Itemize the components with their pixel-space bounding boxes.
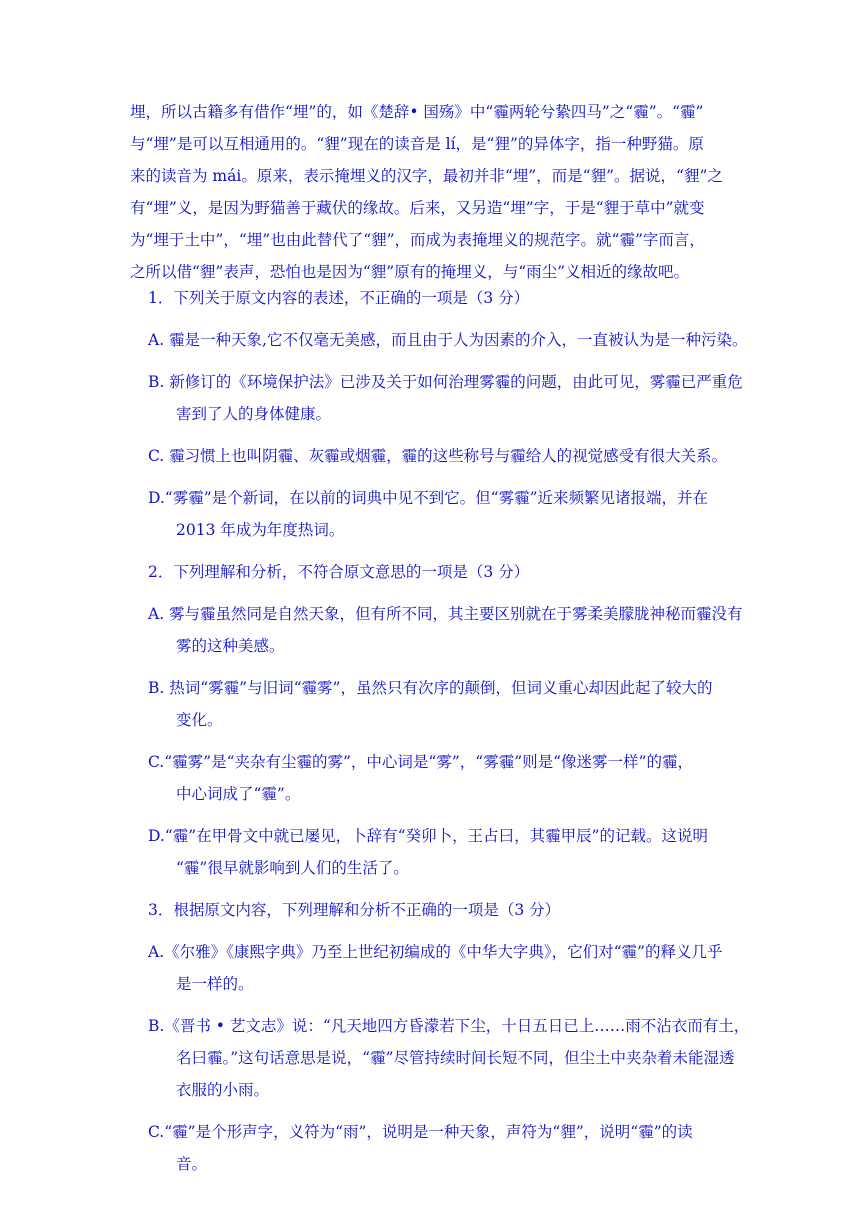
option-text: D.“雾霾”是个新词，在以前的词典中见不到它。但“雾霾”近来频繁见诸报端，并在 <box>148 489 709 507</box>
passage-line: 与“埋”是可以互相通用的。“貍”现在的读音是 lí，是“狸”的异体字，指一种野猫。原 <box>130 135 704 153</box>
passage-line: 来的读音为 mái。原来，表示掩埋义的汉字，最初并非“埋”，而是“貍”。据说，“貍”之 <box>130 167 723 185</box>
option-text: C.“霾”是个形声字，义符为“雨”，说明是一种天象，声符为“貍”，说明“霾”的读 <box>148 1123 693 1141</box>
option-text: B. 热词“雾霾”与旧词“霾雾”，虽然只有次序的颠倒，但词义重心却因此起了较大的 <box>148 679 713 697</box>
option-d <box>148 482 748 546</box>
option-text-continued: 雾的这种美感。 <box>176 637 285 655</box>
option-d <box>148 820 748 884</box>
option-c <box>148 440 748 472</box>
question-3 <box>148 894 748 1180</box>
option-text-continued: 名曰霾。”这句话意思是说，“霾”尽管持续时间长短不同，但尘土中夹杂着未能湿透 <box>176 1049 735 1067</box>
option-text: A.《尔雅》《康熙字典》乃至上世纪初编成的《中华大字典》，它们对“霾”的释义几乎 <box>148 943 723 961</box>
passage-line: 为“埋于土中”，“埋”也由此替代了“貍”，而成为表掩埋义的规范字。就“霾”字而言， <box>130 231 705 249</box>
option-text: B.《晋书 • 艺文志》说：“凡天地四方昏濛若下尘，十日五日已上……雨不沾衣而有土， <box>148 1017 750 1035</box>
option-a <box>148 598 748 662</box>
option-b <box>148 1010 748 1106</box>
option-text-continued: 中心词成了“霾”。 <box>176 785 301 803</box>
option-text-continued: 变化。 <box>176 711 223 729</box>
option-b <box>148 366 748 430</box>
option-text: C. 霾习惯上也叫阴霾、灰霾或烟霾，霾的这些称号与霾给人的视觉感受有很大关系。 <box>148 447 728 465</box>
option-text: D.“霾”在甲骨文中就已屡见，卜辞有“癸卯卜，王占曰，其霾甲辰”的记载。这说明 <box>148 827 709 845</box>
option-c <box>148 1116 748 1180</box>
question-stem: 1．下列关于原文内容的表述，不正确的一项是（3 分） <box>148 289 530 307</box>
passage-paragraph <box>130 96 732 288</box>
passage-line: 有“埋”义，是因为野猫善于藏伏的缘故。后来，又另造“埋”字，于是“貍于草中”就变 <box>130 199 705 217</box>
option-text: A. 雾与霾虽然同是自然天象，但有所不同，其主要区别就在于雾柔美朦胧神秘而霾没有 <box>148 605 743 623</box>
question-2 <box>148 556 748 884</box>
option-text: A. 霾是一种天象,它不仅毫无美感，而且由于人为因素的介入，一直被认为是一种污染。 <box>148 331 748 349</box>
question-stem: 2．下列理解和分析，不符合原文意思的一项是（3 分） <box>148 563 530 581</box>
option-c <box>148 746 748 810</box>
passage-line: 之所以借“貍”表声，恐怕也是因为“貍”原有的掩埋义，与“雨尘”义相近的缘故吧。 <box>130 263 690 281</box>
option-text-continued: 2013 年成为年度热词。 <box>176 521 345 539</box>
question-1 <box>148 282 748 546</box>
option-text-continued: 衣服的小雨。 <box>176 1081 270 1099</box>
option-text: B. 新修订的《环境保护法》已涉及关于如何治理雾霾的问题，由此可见，雾霾已严重危 <box>148 373 743 391</box>
option-b <box>148 672 748 736</box>
option-text-continued: 害到了人的身体健康。 <box>176 405 332 423</box>
option-text-continued: “霾”很早就影响到人们的生活了。 <box>176 859 409 877</box>
passage-line: 埋，所以古籍多有借作“埋”的，如《楚辞• 国殇》中“霾两轮兮絷四马”之“霾”。“霾” <box>130 103 704 121</box>
question-stem: 3．根据原文内容，下列理解和分析不正确的一项是（3 分） <box>148 901 561 919</box>
option-text-continued: 是一样的。 <box>176 975 254 993</box>
option-text: C.“霾雾”是“夹杂有尘霾的雾”，中心词是“雾”，“雾霾”则是“像迷雾一样”的霾， <box>148 753 693 771</box>
option-a <box>148 324 748 356</box>
option-a <box>148 936 748 1000</box>
option-text-continued: 音。 <box>176 1155 208 1173</box>
question-list <box>148 282 748 1190</box>
